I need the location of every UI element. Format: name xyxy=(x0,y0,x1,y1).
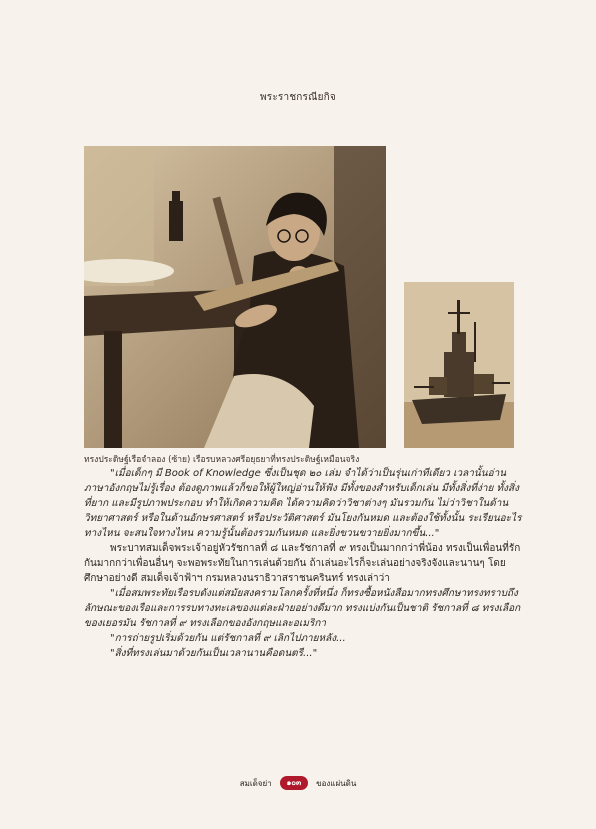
portrait-model-building-photo xyxy=(84,146,386,448)
photo-illustration xyxy=(84,146,386,448)
body-text xyxy=(84,466,524,661)
footer-left-text: สมเด็จย่า xyxy=(239,778,272,788)
warship-model-photo xyxy=(404,282,514,448)
paragraph: "สิ่งที่ทรงเล่นมาด้วยกันเป็นเวลานานคือดนตรี..." xyxy=(110,648,318,659)
paragraph: พระบาทสมเด็จพระเจ้าอยู่หัวรัชกาลที่ ๘ และรัชกาลที่ ๙ ทรงเป็นมากกว่าพี่น้อง ทรงเป็นเพื่อนที่รักกันมากกว่าเพื่อนอื่นๆ จะพอพระทัยในการเล่นด้วยกัน ถ้าเล่นอะไรก็จะเล่นอย่างจริงจังและนานๆ โดยศึกษาอย่างดี สมเด็จเจ้าฟ้าฯ กรมหลวงนราธิวาสราชนครินทร์ ทรงเล่าว่า xyxy=(84,543,521,584)
photo-caption: ทรงประดิษฐ์เรือจำลอง (ซ้าย) เรือรบหลวงศรีอยุธยาที่ทรงประดิษฐ์เหมือนจริง xyxy=(84,455,360,465)
page-number-badge: ๑๐๓ xyxy=(280,776,308,790)
page-header: พระราชกรณียกิจ xyxy=(260,92,336,103)
ship-illustration xyxy=(404,282,514,448)
footer-right-text: ของแผ่นดิน xyxy=(316,778,357,788)
paragraph: "การถ่ายรูปเริ่มด้วยกัน แต่รัชกาลที่ ๙ เลิกไปภายหลัง... xyxy=(110,633,346,644)
paragraph: "เมื่อสมพระทัยเรือรบดังแต่สมัยสงครามโลกครั้งที่หนึ่ง ก็ทรงซื้อหนังสือมากทรงศึกษาทรงทราบถึงลักษณะของเรือและการรบทางทะเลของแต่ละฝ่ายอย่างดีมาก ทรงแบ่งกันเป็นชาติ รัชกาลที่ ๘ ทรงเลือกของเยอรมัน รัชกาลที่ ๙ ทรงเลือกของอังกฤษและอเมริกา xyxy=(84,588,521,629)
paragraph: "เมื่อเด็กๆ มี Book of Knowledge ซึ่งเป็นชุด ๒๐ เล่ม จำได้ว่าเป็นรุ่นเก่าทีเดียว เวลานั้นอ่านภาษาอังกฤษไม่รู้เรื่อง ต้องดูภาพแล้วก็ขอให้ผู้ใหญ่อ่านให้ฟัง มีทั้งของสำหรับเด็กเล่น มีทั้งสิ่งที่ง่าย ทั้งสิ่งที่ยาก และมีรูปภาพประกอบ ทำให้เกิดความคิด ได้ความคิดว่าวิชาต่างๆ มันรวมกัน ไม่ว่าวิชาในด้านวิทยาศาสตร์ หรือในด้านอักษรศาสตร์ หรือประวัติศาสตร์ มันโยงกันหมด และต้องใช้ทั้งนั้น ระเรียนอะไรทางไหน จะสนใจทางไหน ความรู้นั้นต้องรวมกันหมด และยิ่งขวนขวายยิ่งมากขึ้น..." xyxy=(84,468,522,539)
page-footer xyxy=(0,776,596,790)
